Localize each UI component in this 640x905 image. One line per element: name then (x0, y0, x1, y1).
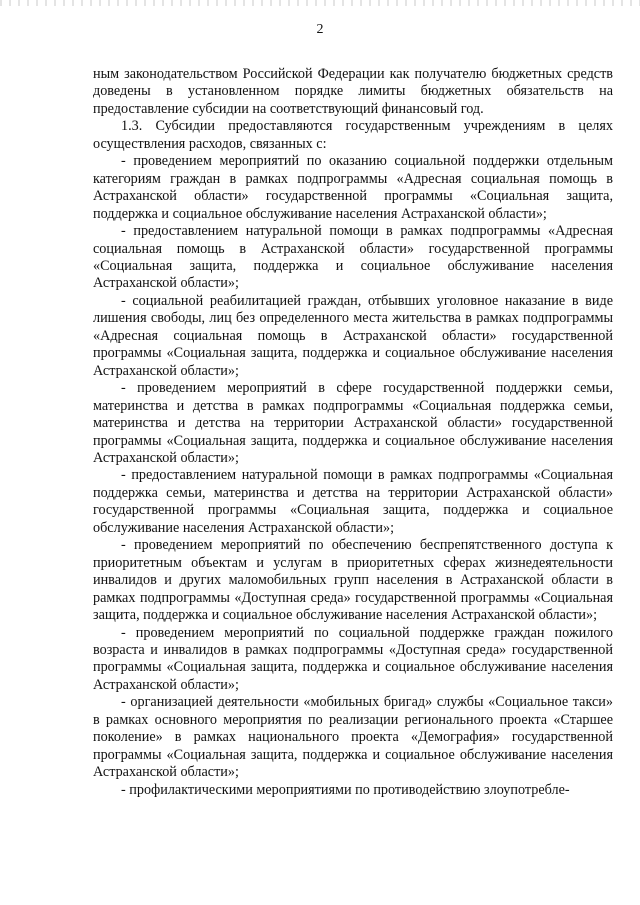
page-number: 2 (316, 22, 324, 37)
list-item: - предоставлением натуральной помощи в рамках подпрограммы «Адресная социальная помощь в Астраханской области» государственной программы «Социальная защита, поддержка и социальное обслуживание населения Астраханской области»; (93, 223, 613, 292)
list-item: - проведением мероприятий по оказанию социальной поддержки отдельным категориям граждан в рамках подпрограммы «Адресная социальная помощь в Астраханской области» государственной программы «Социальная защита, поддержка и социальное обслуживание населения Астраханской области»; (93, 153, 613, 222)
list-item: - организацией деятельности «мобильных бригад» службы «Социальное такси» в рамках основного мероприятия по реализации регионального проекта «Старшее поколение» в рамках национального проекта «Демография» государственной программы «Социальная защита, поддержка и социальное обслуживание населения Астраханской области»; (93, 694, 613, 781)
document-body (93, 66, 613, 799)
scan-edge-artifact (0, 0, 640, 6)
list-item: - проведением мероприятий в сфере государственной поддержки семьи, материнства и детства в рамках подпрограммы «Социальная поддержка семьи, материнства и детства на территории Астраханской области» государственной программы «Социальная защита, поддержка и социальное обслуживание населения Астраханской области»; (93, 380, 613, 466)
paragraph-1-3: 1.3. Субсидии предоставляются государственным учреждениям в целях осуществления расходов, связанных с: (93, 118, 613, 152)
list-item: - социальной реабилитацией граждан, отбывших уголовное наказание в виде лишения свободы, лиц без определенного места жительства в рамках подпрограммы «Адресная социальная помощь в Астраханской области» государственной программы «Социальная защита, поддержка и социальное обслуживание населения Астраханской области»; (93, 292, 613, 379)
list-item: - проведением мероприятий по социальной поддержке граждан пожилого возраста и инвалидов в рамках подпрограммы «Доступная среда» государственной программы «Социальная защита, поддержка и социальное обслуживание населения Астраханской области»; (93, 624, 613, 693)
list-item: - профилактическими мероприятиями по противодействию злоупотребле- (121, 781, 570, 798)
list-item: - проведением мероприятий по обеспечению беспрепятственного доступа к приоритетным объектам и услугам в приоритетных сферах жизнедеятельности инвалидов и других маломобильных групп населения в Астраханской области в рамках подпрограммы «Доступная среда» государственной программы «Социальная защита, поддержка и социальное обслуживание населения Астраханской области»; (93, 537, 613, 624)
list-item: - предоставлением натуральной помощи в рамках подпрограммы «Социальная поддержка семьи, материнства и детства на территории Астраханской области» государственной программы «Социальная защита, поддержка и социальное обслуживание населения Астраханской области»; (93, 467, 613, 536)
paragraph-continuation: ным законодательством Российской Федерации как получателю бюджетных средств доведены в установленном порядке лимиты бюджетных обязательств на предоставление субсидии на соответствующий финансовый год. (93, 66, 613, 117)
